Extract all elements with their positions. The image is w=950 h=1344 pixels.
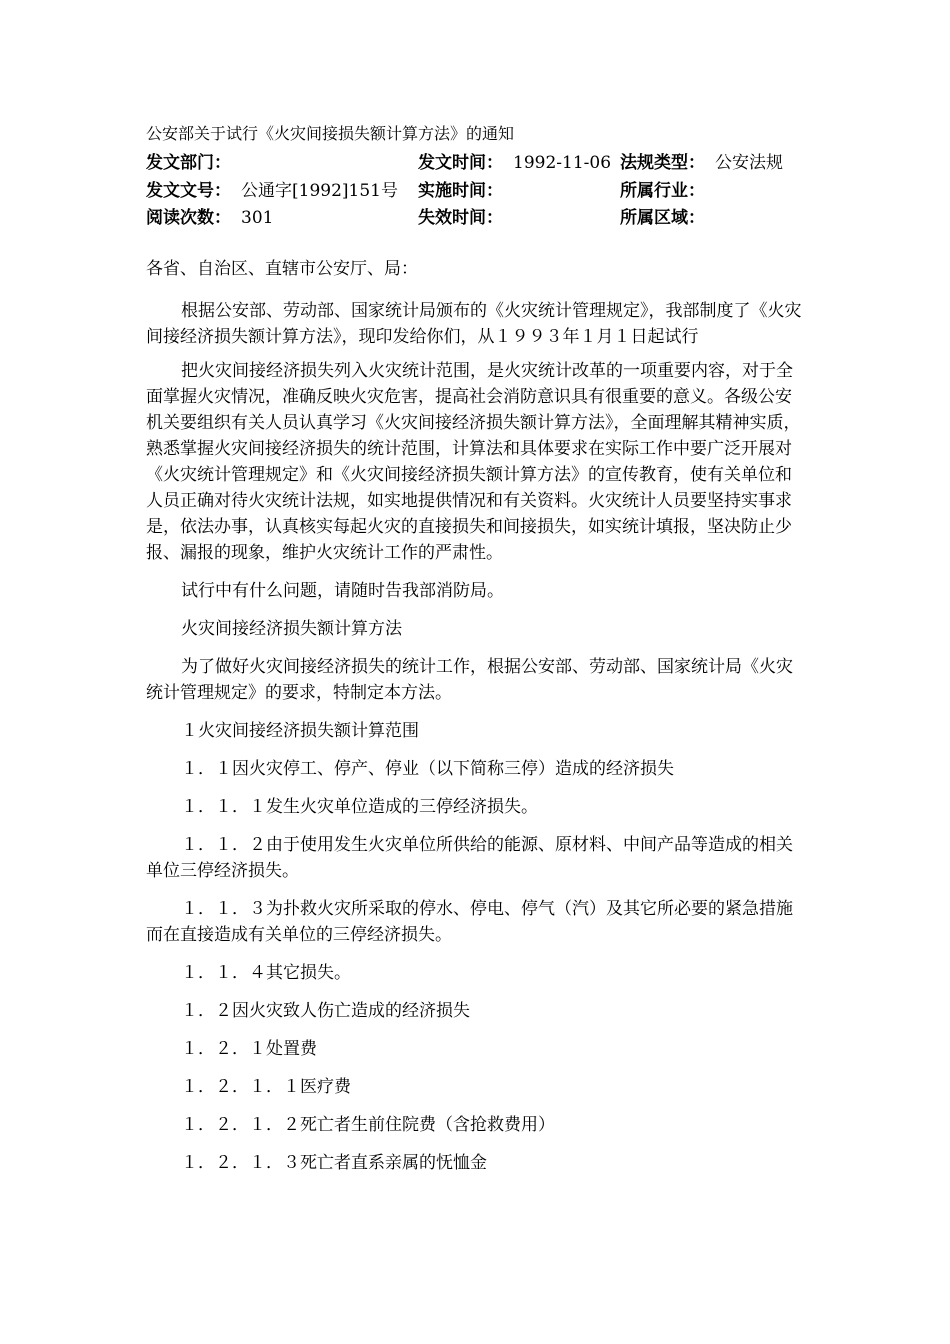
list-item: １．１．１发生火灾单位造成的三停经济损失。 [181,797,538,817]
list-item: １．１．３为扑救火灾所采取的停水、停电、停气（汽）及其它所必要的紧急措施而在直接造成有关单位的三停经济损失。 [146,899,793,945]
meta-date [418,152,611,174]
document-body [146,298,806,1188]
meta-number-label: 发文文号： [146,181,231,201]
meta-dept [146,152,241,174]
meta-expiry [418,207,513,229]
list-item: １火灾间接经济损失额计算范围 [181,721,419,741]
list-item: １．１因火灾停工、停产、停业（以下简称三停）造成的经济损失 [181,759,674,779]
list-item: １．２因火灾致人伤亡造成的经济损失 [181,1001,470,1021]
meta-type [620,152,783,174]
list-item: １．２．１处置费 [181,1039,317,1059]
list-item: １．１．４其它损失。 [181,963,351,983]
meta-implementation [418,180,513,202]
meta-region [620,207,715,229]
paragraph: 根据公安部、劳动部、国家统计局颁布的《火灾统计管理规定》，我部制度了《火灾间接经济损失额计算方法》，现印发给你们，从１９９３年１月１日起试行 [146,301,802,347]
meta-expiry-label: 失效时间： [418,208,503,228]
meta-number-value: 公通字[1992]151号 [241,181,398,201]
paragraph: 为了做好火灾间接经济损失的统计工作，根据公安部、劳动部、国家统计局《火灾统计管理规定》的要求，特制定本方法。 [146,657,793,703]
paragraph: 试行中有什么问题，请随时告我部消防局。 [181,581,504,601]
meta-type-value: 公安法规 [715,153,783,173]
document-title: 公安部关于试行《火灾间接损失额计算方法》的通知 [146,124,515,143]
section-heading: 火灾间接经济损失额计算方法 [181,619,402,639]
list-item: １．２．１．１医疗费 [181,1077,351,1097]
meta-type-label: 法规类型： [620,153,705,173]
list-item: １．１．２由于使用发生火灾单位所供给的能源、原材料、中间产品等造成的相关单位三停经济损失。 [146,835,793,881]
meta-reads-value: 301 [241,208,274,228]
list-item: １．２．１．３死亡者直系亲属的怃恤金 [181,1153,487,1173]
meta-industry [620,180,715,202]
salutation: 各省、自治区、直辖市公安厅、局： [146,259,418,279]
paragraph: 把火灾间接经济损失列入火灾统计范围，是火灾统计改革的一项重要内容，对于全面掌握火灾情况，准确反映火灾危害，提高社会消防意识具有很重要的意义。各级公安机关要组织有关人员认真学习《火灾间接经济损失额计算方法》，全面理解其精神实质，熟悉掌握火灾间接经济损失的统计范围，计算法和具体要求在实际工作中要广泛开展对《火灾统计管理规定》和《火灾间接经济损失额计算方法》的宣传教育，使有关单位和人员正确对待火灾统计法规，如实地提供情况和有关资料。火灾统计人员要坚持实事求是，依法办事，认真核实每起火灾的直接损失和间接损失，如实统计填报，坚决防止少报、漏报的现象，维护火灾统计工作的严肃性。 [146,361,801,563]
meta-number [146,180,398,202]
meta-date-label: 发文时间： [418,153,503,173]
meta-reads-label: 阅读次数： [146,208,231,228]
list-item: １．２．１．２死亡者生前住院费（含抢救费用） [181,1115,555,1135]
meta-region-label: 所属区域： [620,208,705,228]
meta-industry-label: 所属行业： [620,181,705,201]
meta-date-value: 1992-11-06 [513,153,612,173]
meta-dept-label: 发文部门： [146,153,231,173]
meta-implementation-label: 实施时间： [418,181,503,201]
meta-reads [146,207,273,229]
